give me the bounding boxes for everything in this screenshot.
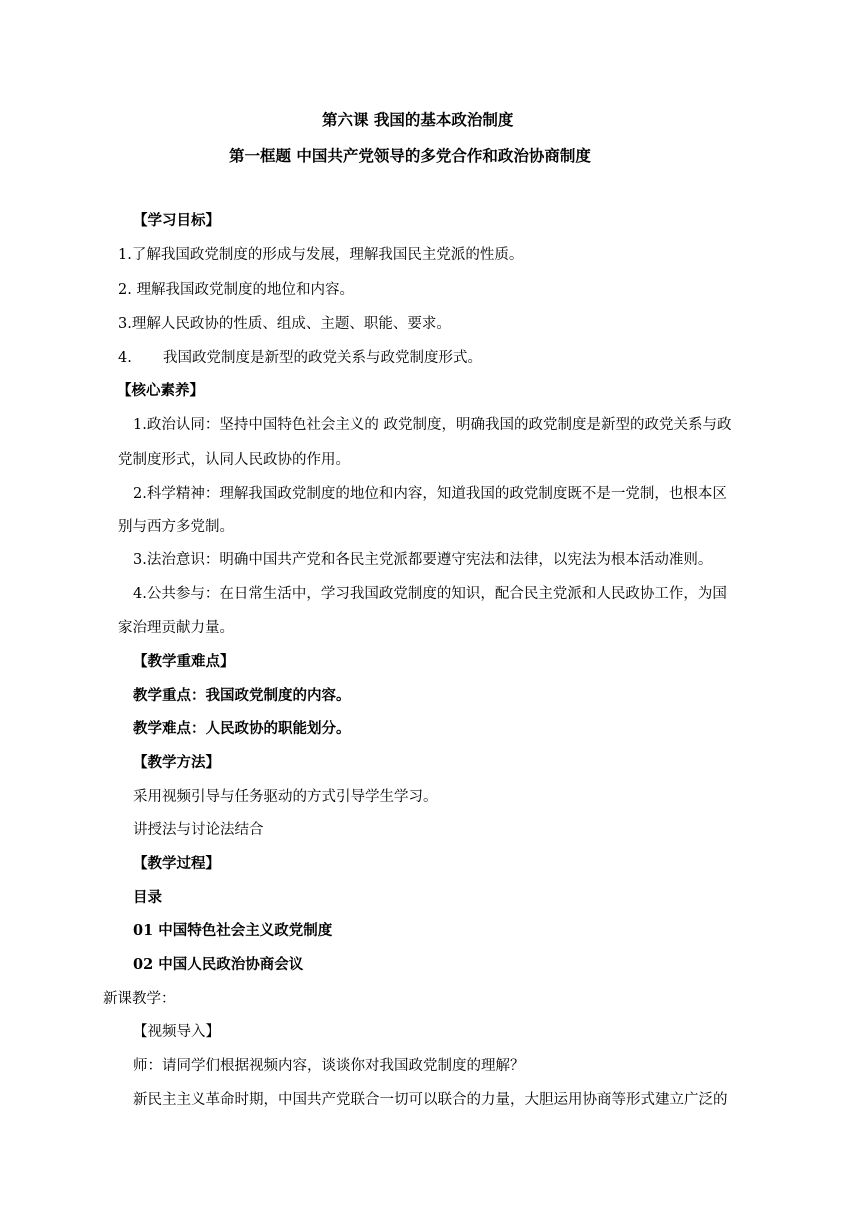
video-intro-heading: 【视频导入】 <box>133 1024 220 1040</box>
goal-item-3: 3.理解人民政协的性质、组成、主题、职能、要求。 <box>118 316 451 332</box>
toc-item-1: 01 中国特色社会主义政党制度 <box>133 922 333 939</box>
method-heading: 【教学方法】 <box>133 754 220 771</box>
goal-item-4-number: 4. <box>118 350 132 366</box>
process-heading: 【教学过程】 <box>133 855 220 872</box>
core-item-4-line-2: 家治理贡献力量。 <box>118 620 234 636</box>
new-lesson-label: 新课教学： <box>103 991 176 1007</box>
key-difficulty: 教学难点：人民政协的职能划分。 <box>133 720 351 737</box>
lesson-subtitle: 第一框题 中国共产党领导的多党合作和政治协商制度 <box>229 146 591 165</box>
core-item-2-line-1: 2.科学精神：理解我国政党制度的地位和内容，知道我国的政党制度既不是一党制，也根本区 <box>133 486 727 502</box>
core-item-3: 3.法治意识：明确中国共产党和各民主党派都要遵守宪法和法律，以宪法为根本活动准则。 <box>133 552 713 568</box>
history-paragraph: 新民主主义革命时期，中国共产党联合一切可以联合的力量，大胆运用协商等形式建立广泛的 <box>133 1092 728 1108</box>
goal-item-4-text: 我国政党制度是新型的政党关系与政党制度形式。 <box>163 350 482 366</box>
method-line-2: 讲授法与讨论法结合 <box>133 822 264 838</box>
core-item-1-line-2: 党制度形式，认同人民政协的作用。 <box>118 452 350 468</box>
goal-item-2: 2. 理解我国政党制度的地位和内容。 <box>118 282 354 298</box>
core-item-2-line-2: 别与西方多党制。 <box>118 519 234 535</box>
method-line-1: 采用视频引导与任务驱动的方式引导学生学习。 <box>133 789 438 805</box>
goals-heading: 【学习目标】 <box>133 212 220 229</box>
core-item-4-line-1: 4.公共参与：在日常生活中，学习我国政党制度的知识，配合民主党派和人民政协工作，为国 <box>133 586 727 602</box>
toc-label: 目录 <box>133 889 162 906</box>
key-focus: 教学重点：我国政党制度的内容。 <box>133 687 351 704</box>
toc-item-2: 02 中国人民政治协商会议 <box>133 956 304 973</box>
key-heading: 【教学重难点】 <box>133 653 235 670</box>
core-item-1-line-1: 1.政治认同：坚持中国特色社会主义的 政党制度，明确我国的政党制度是新型的政党关系与政 <box>133 417 732 433</box>
goal-item-1: 1.了解我国政党制度的形成与发展，理解我国民主党派的性质。 <box>118 247 524 263</box>
lesson-title: 第六课 我国的基本政治制度 <box>322 110 514 129</box>
core-heading: 【核心素养】 <box>117 382 204 399</box>
teacher-question: 师：请同学们根据视频内容，谈谈你对我国政党制度的理解？ <box>133 1058 525 1074</box>
